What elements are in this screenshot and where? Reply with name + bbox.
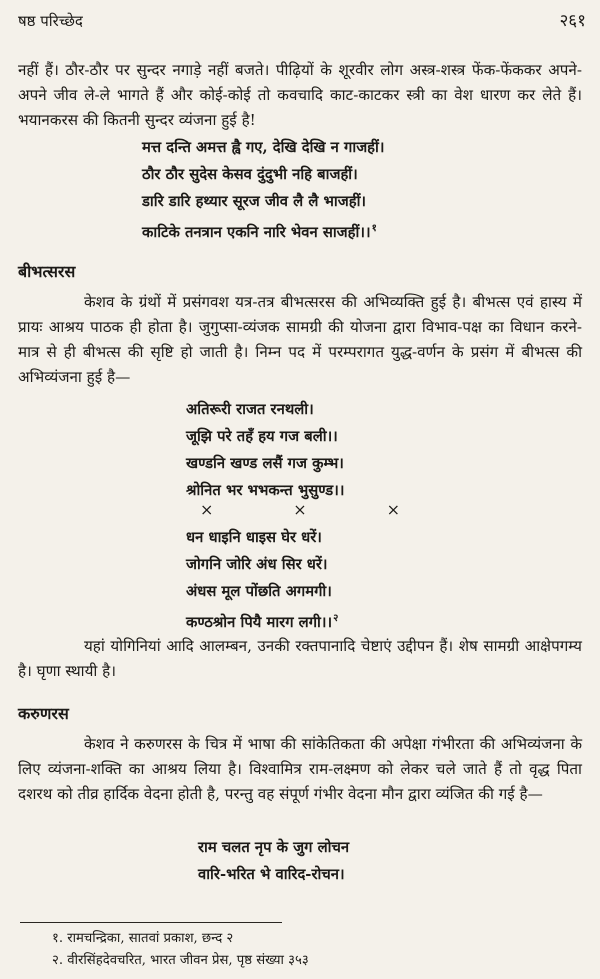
footnotes [52,928,309,972]
footnote-marker: १ [371,223,377,234]
bibhatsa-paragraph: केशव के ग्रंथों में प्रसंगवश यत्र-तत्र बीभत्सरस की अभिव्यक्ति हुई है। बीभत्स एवं हास्य में प्रायः आश्रय पाठक ही होता है। जुगुप्सा-व्यंजक सामग्री की योजना द्वारा विभाव-पक्ष का विधान करने-मात्र से ही बीभत्स की सृष्टि हो जाती है। निम्न पद में परम्परागत युद्ध-वर्णन के प्रसंग में बीभत्स की अभिव्यंजना हुई है— [18,293,582,386]
verse-line: वारि-भरित भे वारिद-रोचन। [198,866,345,883]
verse-karuna [198,834,600,888]
footnote-item: १. रामचन्द्रिका, सातवां प्रकाश, छन्द २ [52,931,234,946]
verse-line [142,215,600,246]
bibhatsa-paragraph-block [18,290,582,390]
bibhatsa-explanation-block [18,634,582,684]
verse-line: राम चलत नृप के जुग लोचन [198,839,350,856]
verse-line [186,605,600,636]
karuna-paragraph-block [18,732,582,807]
section-heading-bibhatsa: बीभत्सरस [18,262,76,281]
verse-bibhatsa-a [186,396,600,504]
separator-mark: × [293,500,307,519]
intro-paragraph-block [18,58,582,133]
verse-line: ठौर ठौर सुदेस केसव दुंदुभी नहि बाजहीं। [142,166,358,183]
section-heading-karuna: करुणरस [18,704,69,723]
verse-line: जूझि परे तहँ हय गज बली।। [186,428,338,445]
verse-separator [200,500,400,519]
footnote-item: २. वीरसिंहदेवचरित, भारत जीवन प्रेस, पृष्ठ संख्या ३५३ [52,953,309,968]
separator-mark: × [386,500,400,519]
running-head [18,8,586,34]
verse-line: डारि डारि हथ्यार सूरज जीव लै लै भाजहीं। [142,193,367,210]
verse-line: जोगनि जोरि अंध सिर धरें। [186,556,328,573]
verse-bibhatsa-b [186,524,600,636]
page-number: २६१ [559,11,586,31]
verse-line-text: काटिके तनत्रान एकनि नारि भेवन साजहीं।। [142,223,371,241]
verse-bhayanak [142,134,600,246]
separator-mark: × [200,500,214,519]
verse-line: अंधस मूल पोंछति अगमगी। [186,583,332,600]
bibhatsa-explanation: यहां योगिनियां आदि आलम्बन, उनकी रक्तपानादि चेष्टाएं उद्दीपन हैं। शेष सामग्री आक्षेपगम्य है। घृणा स्थायी है। [18,637,582,680]
verse-line: अतिरूरी राजत रनथली। [186,401,314,418]
intro-paragraph: नहीं हैं। ठौर-ठौर पर सुन्दर नगाड़े नहीं बजते। पीढ़ियों के शूरवीर लोग अस्त्र-शस्त्र फेंक-फेंककर अपने-अपने जीव ले-ले भागते हैं और कोई-कोई तो कवचादि काट-काटकर स्त्री का वेश धारण कर लेते हैं। भयानकरस की कितनी सुन्दर व्यंजना हुई है! [18,61,582,129]
footnote-marker: २ [333,613,339,624]
verse-line: श्रोनित भर भभकन्त भुसुण्ड।। [186,482,345,499]
verse-line-text: कण्ठश्रोन पियै मारग लगी।। [186,613,333,631]
verse-line: मत्त दन्ति अमत्त ह्वै गए, देखि देखि न गाजहीं। [142,139,385,156]
verse-line: धन धाइनि धाइस घेर धरें। [186,529,322,546]
verse-line: खण्डनि खण्ड लसैं गज कुम्भ। [186,455,344,472]
karuna-paragraph: केशव ने करुणरस के चित्र में भाषा की सांकेतिकता की अपेक्षा गंभीरता की अभिव्यंजना के लिए व्यंजना-शक्ति का आश्रय लिया है। विश्वामित्र राम-लक्ष्मण को लेकर चले जाते हैं तो वृद्ध पिता दशरथ को तीव्र हार्दिक वेदना होती है, परन्तु वह संपूर्ण गंभीर वेदना मौन द्वारा व्यंजित की गई है— [18,735,582,803]
chapter-title: षष्ठ परिच्छेद [18,12,83,30]
footnote-rule [20,922,282,923]
